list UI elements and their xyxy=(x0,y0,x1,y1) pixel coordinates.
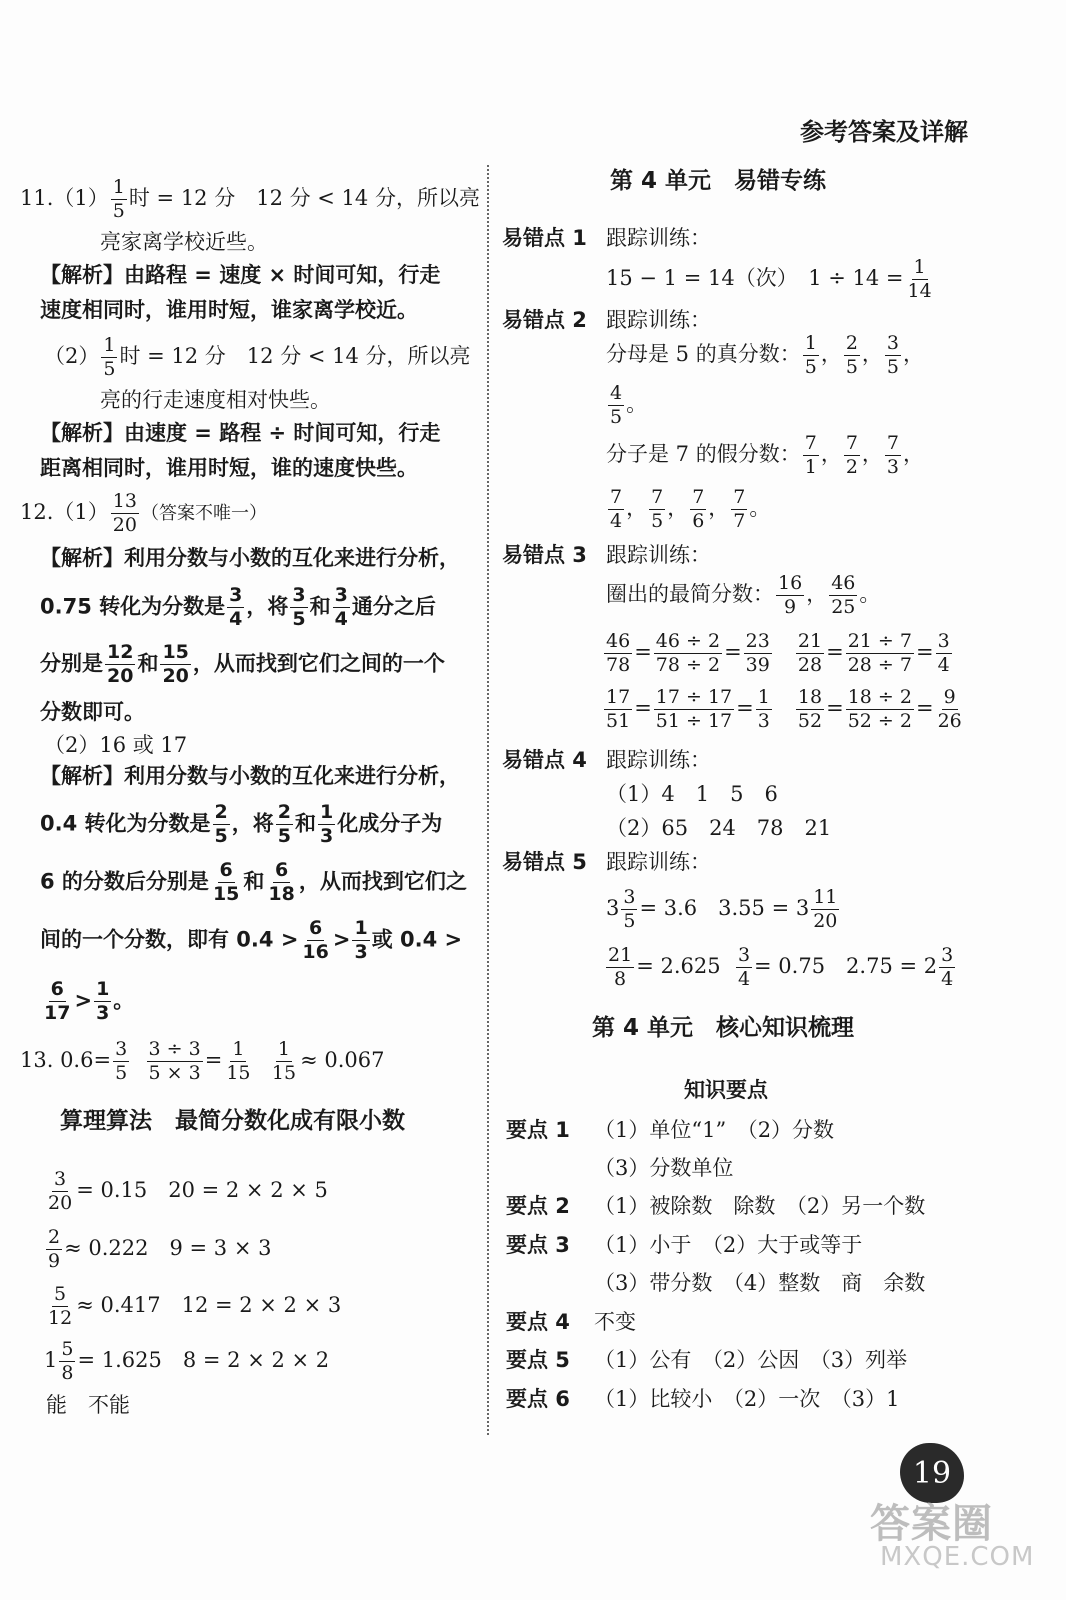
watermark-url: MXQE.COM xyxy=(880,1542,1035,1572)
simplest-fractions-line: 圈出的最简分数： $\frac{16}{9}$ ， $\frac{46}{25}$ 。 xyxy=(606,572,881,618)
knowledge-point-key: 要点 3 xyxy=(506,1233,570,1257)
knowledge-points-title: 知识要点 xyxy=(684,1078,768,1102)
column-divider xyxy=(487,165,489,1435)
question-13: 13. 0.6= $\frac{3}{5}$ $\frac{3 \div 3}{5 \times 3}$ = $\frac{1}{15}$ $\frac{1}{15}$ ≈ 0.067 xyxy=(20,1038,385,1084)
improper-fractions-cont: $\frac{7}{4}$ ， $\frac{7}{5}$ ， $\frac{7}{6}$ ， $\frac{7}{7}$ 。 xyxy=(610,486,771,532)
tracking-label: 跟踪训练： xyxy=(606,226,711,250)
q12-analysis2-line3: 6 的分数后分别是 $\frac{6}{15}$ 和 $\frac{6}{18}$ ，从而找到它们之 xyxy=(40,859,467,905)
conversion-row: $\frac{2}{9}$ ≈ 0.222 9 = 3 × 3 xyxy=(48,1226,272,1272)
q11-analysis2-line2: 距离相同时，谁用时短，谁的速度快些。 xyxy=(40,456,418,480)
knowledge-point-value: （1）单位“1” （2）分数 xyxy=(594,1118,835,1142)
q11-part1-cont: 亮家离学校近些。 xyxy=(100,230,268,254)
tracking-label: 跟踪训练： xyxy=(606,543,711,567)
error-point-1-answer: 15 − 1 = 14（次） 1 ÷ 14 = $\frac{1}{14}$ xyxy=(606,256,932,302)
error-point-5-label: 易错点 5 xyxy=(502,850,587,874)
q12-analysis1-line2: 0.75 转化为分数是 $\frac{3}{4}$ ，将 $\frac{3}{5}$ 和 $\frac{3}{4}$ 通分之后 xyxy=(40,584,436,630)
q12-analysis1-line3: 分别是 $\frac{12}{20}$ 和 $\frac{15}{20}$ ，从而找到它们之间的一个 xyxy=(40,641,445,687)
knowledge-point-value: （1）被除数 除数 （2）另一个数 xyxy=(594,1194,926,1218)
reduction-row-2: $\frac{17}{51}$ = $\frac{17 \div 17}{51 \div 17}$ = $\frac{1}{3}$ $\frac{18}{52}$ = $\frac{18 \div 2}{52 \div 2}$ = $\frac{9}{26}$ xyxy=(606,686,962,732)
watermark-logo: 答案圈 xyxy=(870,1501,993,1547)
mixed-number-row-2: $\frac{21}{8}$ = 2.625 $\frac{3}{4}$ = 0.75 2.75 = 2 $\frac{3}{4}$ xyxy=(608,944,954,990)
conversion-row: $\frac{3}{20}$ = 0.15 20 = 2 × 2 × 5 xyxy=(48,1168,328,1214)
knowledge-point-value: 不变 xyxy=(594,1310,636,1334)
error-point-2-label: 易错点 2 xyxy=(502,308,587,332)
page-number: 19 xyxy=(912,1455,952,1491)
fraction: $\frac{1}{5}$ xyxy=(103,334,116,380)
knowledge-point-value: （1）小于 （2）大于或等于 xyxy=(594,1233,863,1257)
q12-analysis2-line5: $\frac{6}{17}$ > $\frac{1}{3}$ 。 xyxy=(44,978,135,1024)
q12-analysis2-line4: 间的一个分数，即有 0.4 > $\frac{6}{16}$ > $\frac{1}{3}$ 或 0.4 > xyxy=(40,917,463,963)
conversion-row: 1 $\frac{5}{8}$ = 1.625 8 = 2 × 2 × 2 xyxy=(44,1338,330,1384)
q12-part1: 12.（1） $\frac{13}{20}$ （答案不唯一） xyxy=(20,490,267,536)
knowledge-point-value: （1）公有 （2）公因 （3）列举 xyxy=(594,1348,908,1372)
fraction: $\frac{13}{20}$ xyxy=(112,490,137,536)
unit-title-error-practice: 第 4 单元 易错专练 xyxy=(610,168,827,194)
knowledge-point-value: （3）分数单位 xyxy=(594,1156,734,1180)
tracking-label: 跟踪训练： xyxy=(606,308,711,332)
conversion-row: $\frac{5}{12}$ ≈ 0.417 12 = 2 × 2 × 3 xyxy=(48,1283,342,1329)
error-point-4-label: 易错点 4 xyxy=(502,748,587,772)
page-header-title: 参考答案及详解 xyxy=(800,118,968,146)
q12-part2: （2）16 或 17 xyxy=(44,733,188,757)
q11-part1: 11.（1） $\frac{1}{5}$ 时 = 12 分 12 分 < 14 分，所以亮 xyxy=(20,176,480,222)
fraction: $\frac{1}{5}$ xyxy=(112,176,125,222)
q11-analysis1-line1: 【解析】由路程 = 速度 × 时间可知，行走 xyxy=(40,263,441,287)
proper-fractions-cont: $\frac{4}{5}$ 。 xyxy=(610,382,648,428)
q12-analysis1-line1: 【解析】利用分数与小数的互化来进行分析， xyxy=(40,546,460,570)
improper-fractions-line: 分子是 7 的假分数： $\frac{7}{1}$ ， $\frac{7}{2}$ ， $\frac{7}{3}$ ， xyxy=(606,432,924,478)
tracking-label: 跟踪训练： xyxy=(606,748,711,772)
error-point-1-label: 易错点 1 xyxy=(502,226,587,250)
reduction-row-1: $\frac{46}{78}$ = $\frac{46 \div 2}{78 \div 2}$ = $\frac{23}{39}$ $\frac{21}{28}$ = $\frac{21 \div 7}{28 \div 7}$ = $\frac{3}{4}$ xyxy=(606,630,950,676)
q12-analysis2-line2: 0.4 转化为分数是 $\frac{2}{5}$ ，将 $\frac{2}{5}$ 和 $\frac{1}{3}$ 化成分子为 xyxy=(40,801,443,847)
q12-analysis1-line4: 分数即可。 xyxy=(40,700,145,724)
knowledge-point-key: 要点 4 xyxy=(506,1310,570,1334)
proper-fractions-line: 分母是 5 的真分数： $\frac{1}{5}$ ， $\frac{2}{5}$ ， $\frac{3}{5}$ ， xyxy=(606,332,924,378)
tracking-label: 跟踪训练： xyxy=(606,850,711,874)
knowledge-point-key: 要点 5 xyxy=(506,1348,570,1372)
unit-title-core-knowledge: 第 4 单元 核心知识梳理 xyxy=(592,1015,855,1041)
q11-part2: （2） $\frac{1}{5}$ 时 = 12 分 12 分 < 14 分，所以亮 xyxy=(44,334,471,380)
knowledge-point-value: （3）带分数 （4）整数 商 余数 xyxy=(594,1271,926,1295)
knowledge-point-key: 要点 2 xyxy=(506,1194,570,1218)
knowledge-point-key: 要点 1 xyxy=(506,1118,570,1142)
q11-analysis1-line2: 速度相同时，谁用时短，谁家离学校近。 xyxy=(40,298,418,322)
error-point-3-label: 易错点 3 xyxy=(502,543,587,567)
q12-analysis2-line1: 【解析】利用分数与小数的互化来进行分析， xyxy=(40,764,460,788)
knowledge-point-key: 要点 6 xyxy=(506,1387,570,1411)
error-point-4-answer-1: （1）4 1 5 6 xyxy=(606,782,778,806)
section-title-simplest-fraction: 算理算法 最简分数化成有限小数 xyxy=(60,1108,405,1134)
q11-analysis2-line1: 【解析】由速度 = 路程 ÷ 时间可知，行走 xyxy=(40,421,441,445)
knowledge-point-value: （1）比较小 （2）一次 （3）1 xyxy=(594,1387,900,1411)
error-point-4-answer-2: （2）65 24 78 21 xyxy=(606,816,832,840)
mixed-number-row-1: 3 $\frac{3}{5}$ = 3.6 3.55 = 3 $\frac{11}{20}$ xyxy=(606,886,838,932)
q11-part2-cont: 亮的行走速度相对快些。 xyxy=(100,388,331,412)
conversion-conclusion: 能 不能 xyxy=(46,1393,130,1417)
